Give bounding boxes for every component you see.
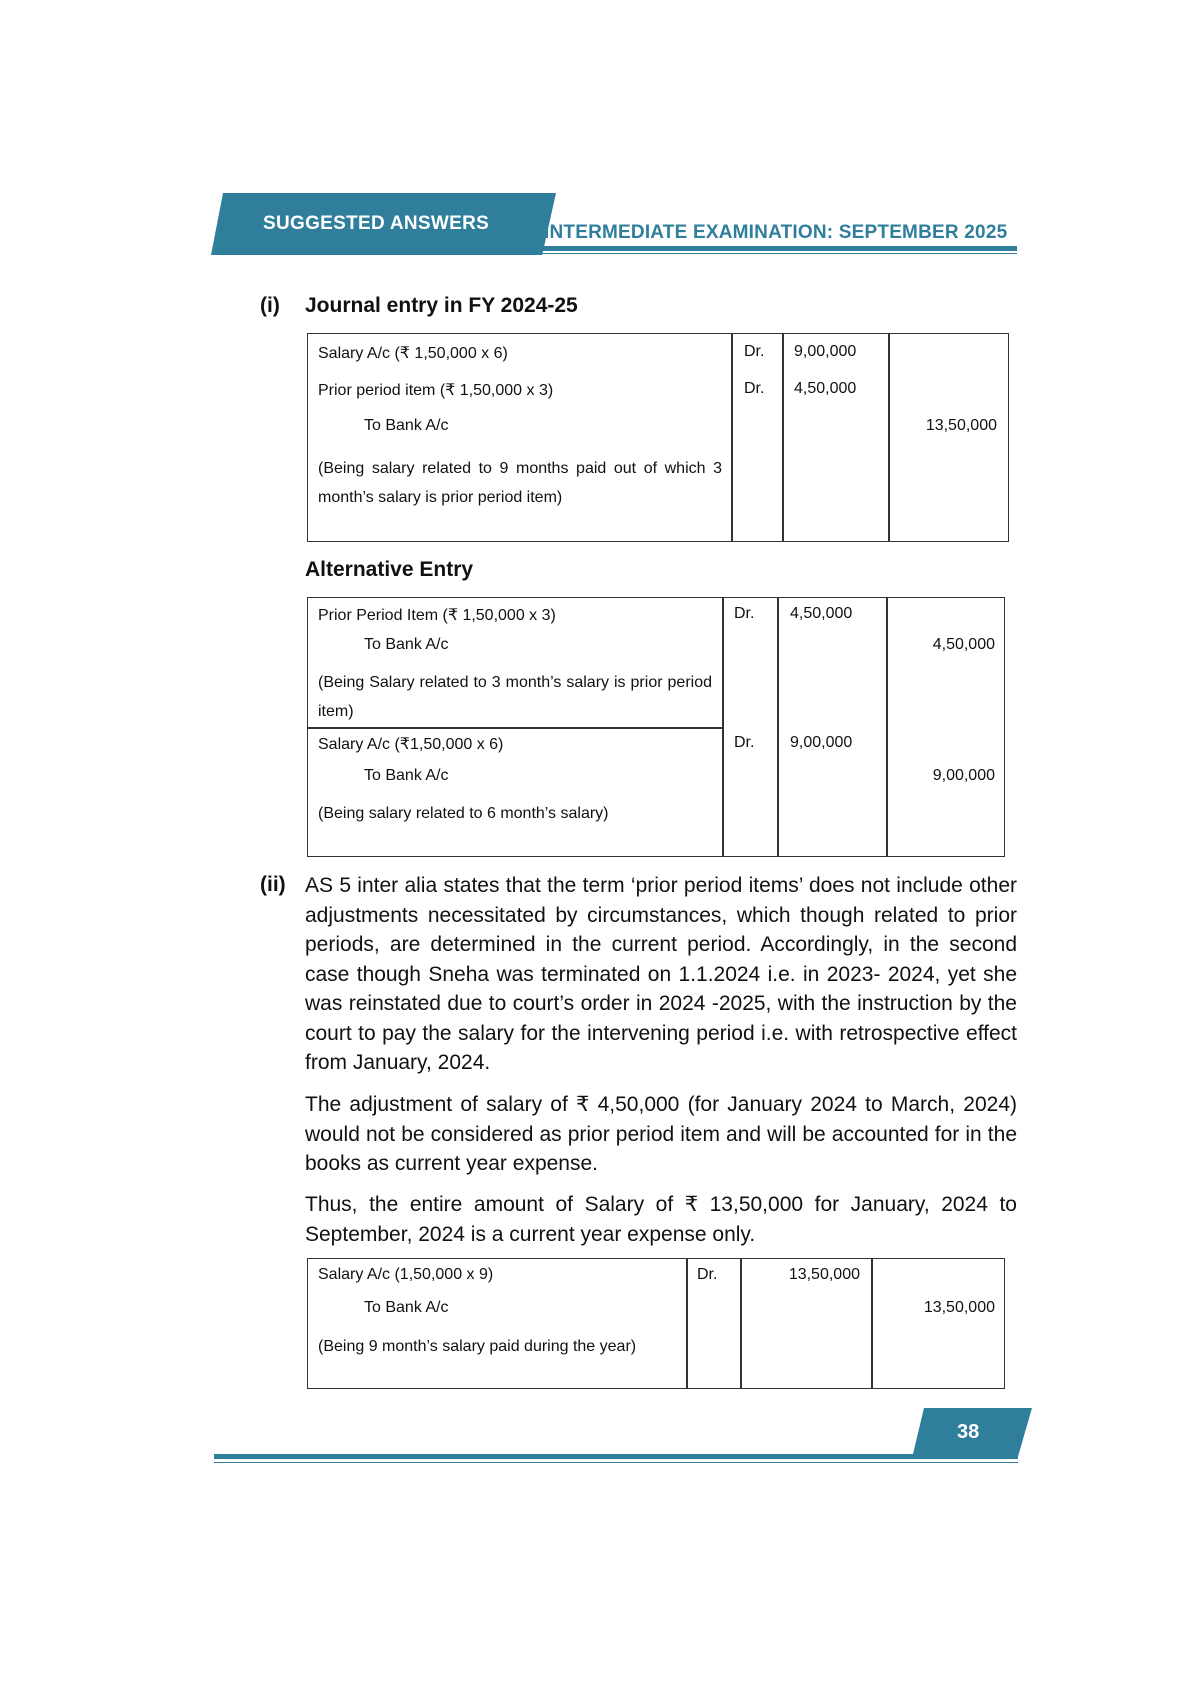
- entry-debit-line: Salary A/c (₹ 1,50,000 x 6): [318, 345, 508, 362]
- credit-amount: 9,00,000: [932, 767, 995, 784]
- footer-rule: [214, 1454, 1018, 1459]
- entry-debit-line: Prior period item (₹ 1,50,000 x 3): [318, 382, 554, 399]
- page-number: 38: [957, 1421, 980, 1443]
- narration: (Being 9 month’s salary paid during the year): [318, 1338, 637, 1355]
- footer-rule-thin: [214, 1462, 1018, 1463]
- entry-debit-line: Prior Period Item (₹ 1,50,000 x 3): [318, 607, 556, 624]
- narration: (Being Salary related to 3 month’s salary is prior period item): [318, 674, 712, 720]
- narration: (Being salary related to 6 month’s salary): [318, 805, 609, 822]
- exam-title: INTERMEDIATE EXAMINATION: SEPTEMBER 2025: [544, 222, 1008, 243]
- dr-label: Dr.: [697, 1266, 718, 1283]
- entry-credit-line: To Bank A/c: [364, 767, 449, 784]
- debit-amount: 9,00,000: [790, 734, 853, 751]
- narration: (Being salary related to 9 months paid out of which 3 month’s salary is prior period item): [318, 460, 722, 506]
- debit-amount: 4,50,000: [794, 380, 857, 397]
- journal-table-alternative: [307, 597, 1005, 857]
- dr-label: Dr.: [734, 734, 755, 751]
- entry-credit-line: To Bank A/c: [364, 1299, 449, 1316]
- credit-amount: 13,50,000: [923, 1299, 995, 1316]
- header-tab-label: SUGGESTED ANSWERS: [263, 213, 490, 234]
- paragraph: The adjustment of salary of ₹ 4,50,000 (for January 2024 to March, 2024) would not be considered as prior period item and will be accounted for in the books as current year expense.: [305, 1093, 1017, 1175]
- dr-label: Dr.: [744, 380, 765, 397]
- entry-debit-line: Salary A/c (₹1,50,000 x 6): [318, 736, 504, 753]
- entry-credit-line: To Bank A/c: [364, 417, 449, 434]
- debit-amount: 4,50,000: [790, 605, 853, 622]
- part-i-number: (i): [260, 294, 280, 317]
- entry-debit-line: Salary A/c (1,50,000 x 9): [318, 1266, 494, 1283]
- credit-amount: 4,50,000: [932, 636, 995, 653]
- part-ii-number: (ii): [260, 873, 286, 896]
- journal-table-current-year: [307, 1258, 1005, 1389]
- dr-label: Dr.: [734, 605, 755, 622]
- paragraph: AS 5 inter alia states that the term ‘prior period items’ does not include other adjustments necessitated by circumstances, which though related to prior periods, are determined in the current period. Accordingly, in the second case though Sneha was terminated on 1.1.2024 i.e. in 2023- 2024, yet she was reinstated due to court’s order in 2024 -2025, with the instruction by the court to pay the salary for the intervening period i.e. with retrospective effect from January, 2024.: [305, 874, 1017, 1074]
- journal-table-main: [307, 333, 1009, 542]
- header-rule: [537, 246, 1017, 251]
- entry-credit-line: To Bank A/c: [364, 636, 449, 653]
- header-rule-thin: [537, 253, 1017, 254]
- debit-amount: 9,00,000: [794, 343, 857, 360]
- debit-amount: 13,50,000: [788, 1266, 860, 1283]
- alternative-entry-heading: Alternative Entry: [305, 558, 474, 581]
- credit-amount: 13,50,000: [925, 417, 997, 434]
- paragraph: Thus, the entire amount of Salary of ₹ 13,50,000 for January, 2024 to September, 2024 is a current year expense only.: [305, 1193, 1017, 1246]
- dr-label: Dr.: [744, 343, 765, 360]
- part-i-heading: Journal entry in FY 2024-25: [305, 294, 578, 317]
